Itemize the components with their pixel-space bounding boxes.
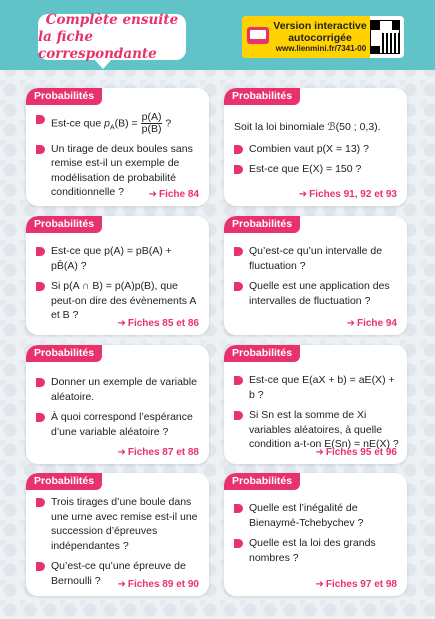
category-tag: Probabilités: [224, 473, 300, 490]
question: Qu’est-ce qu’une épreuve de Bernoulli ?: [36, 559, 201, 588]
card-expectation: [224, 345, 407, 464]
question: Quelle est une application des intervalles de fluctuation ?: [234, 279, 399, 308]
category-tag: Probabilités: [26, 345, 102, 362]
card-content: [234, 373, 399, 458]
question: Quelle est la loi des grands nombres ?: [234, 536, 399, 565]
fiche-link[interactable]: ➜ Fiche 94: [346, 318, 397, 329]
card-content: [234, 501, 399, 571]
question: Donner un exemple de variable aléatoire.: [36, 375, 201, 404]
card-conditional-probability: [26, 88, 209, 206]
arrow-right-icon: ➜: [315, 579, 324, 590]
bubble-line-1: Complète ensuite: [45, 11, 179, 28]
arrow-right-icon: ➜: [298, 189, 308, 200]
card-fluctuation: [224, 216, 407, 335]
bubble-line-2: la fiche correspondante: [38, 28, 157, 62]
intro-text: Soit la loi binomiale ℬ(50 ; 0,3).: [234, 121, 381, 133]
fiche-link[interactable]: ➜ Fiches 91, 92 et 93: [298, 189, 397, 200]
card-bernoulli: [26, 473, 209, 596]
qr-code-icon[interactable]: [370, 20, 400, 54]
fraction: $\frac{p(A)}{p(B)}$: [141, 111, 162, 135]
version-label-area: [242, 16, 370, 58]
question: Combien vaut p(X = 13) ?: [234, 142, 399, 157]
question: Si p(A ∩ B) = p(A)p(B), que peut-on dire des évènements A et B ?: [36, 279, 201, 323]
arrow-right-icon: ➜: [117, 318, 126, 329]
question: Quelle est l’inégalité de Bienaymé-Tchebychev ?: [234, 501, 399, 530]
category-tag: Probabilités: [224, 88, 300, 105]
question: Est-ce que E(aX + b) = aE(X) + b ?: [234, 373, 399, 402]
category-tag: Probabilités: [26, 473, 102, 490]
header-banner: [0, 0, 435, 70]
question: Est-ce que p(A) = pB(A) + pB̄(A) ?: [36, 244, 201, 273]
card-content: [234, 244, 399, 314]
category-tag: Probabilités: [26, 88, 102, 105]
fiche-link[interactable]: ➜ Fiches 97 et 98: [315, 579, 397, 590]
category-tag: Probabilités: [224, 345, 300, 362]
version-text: Version interactive autocorrigée: [273, 20, 367, 44]
question: Est-ce que E(X) = 150 ?: [234, 162, 399, 177]
card-large-numbers: [224, 473, 407, 596]
fiche-link[interactable]: ➜ Fiches 87 et 88: [117, 447, 199, 458]
arrow-right-icon: ➜: [117, 447, 126, 458]
interactive-version-box[interactable]: [242, 16, 404, 58]
card-content: [36, 375, 201, 445]
arrow-right-icon: ➜: [315, 447, 324, 458]
question: Trois tirages d’une boule dans une urne avec remise est-il une succession d’épreuves indépendantes ?: [36, 495, 201, 553]
fiche-link[interactable]: ➜ Fiches 95 et 96: [315, 447, 397, 458]
category-tag: Probabilités: [224, 216, 300, 233]
question: Est-ce que $p_A(B)$ = $\frac{p(A)}{p(B)}$ ?: [36, 112, 201, 136]
fiche-link[interactable]: ➜ Fiches 85 et 86: [117, 318, 199, 329]
category-tag: Probabilités: [26, 216, 102, 233]
version-url[interactable]: www.lienmini.fr/7341-00: [275, 44, 367, 53]
arrow-right-icon: ➜: [148, 189, 157, 200]
card-binomial: [224, 88, 407, 206]
screen-icon: [247, 27, 269, 44]
fiche-link[interactable]: ➜ Fiche 84: [148, 189, 199, 200]
question: Un tirage de deux boules sans remise est-il un exemple de modélisation de probabilité conditionnelle ?: [36, 142, 201, 200]
arrow-right-icon: ➜: [346, 318, 355, 329]
fiche-link[interactable]: ➜ Fiches 89 et 90: [117, 579, 199, 590]
card-independence: [26, 216, 209, 335]
question: À quoi correspond l’espérance d’une variable aléatoire ?: [36, 410, 201, 439]
card-content: [36, 244, 201, 329]
question: Si Sn est la somme de Xi variables aléatoires, à quelle condition a-t-on E(Sn) = nE(X) ?: [234, 408, 399, 452]
card-content: [234, 120, 399, 183]
arrow-right-icon: ➜: [117, 579, 126, 590]
card-random-variable: [26, 345, 209, 464]
instruction-bubble: [38, 11, 186, 62]
question: Qu’est-ce qu’un intervalle de fluctuation ?: [234, 244, 399, 273]
